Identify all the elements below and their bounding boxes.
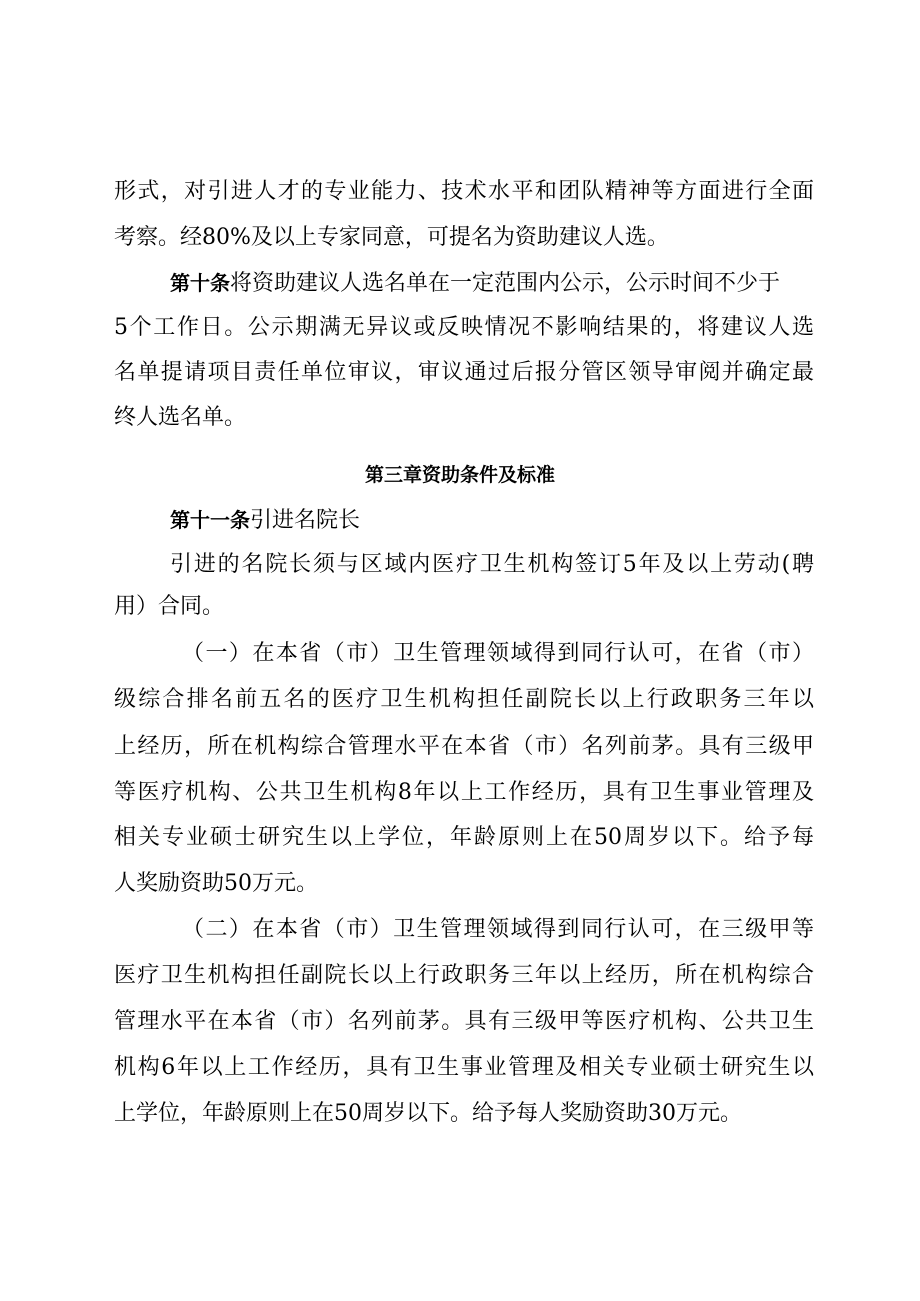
chapter-heading: 第三章资助条件及标准 — [364, 464, 555, 486]
item-2-line-1: （二）在本省（市）卫生管理领域得到同行认可，在三级甲等 — [182, 917, 814, 942]
paragraph-1-line-1: 形式，对引进人才的专业能力、技术水平和团队精神等方面进行全面 — [114, 179, 814, 204]
item-1-line-5: 相关专业硕士研究生以上学位，年龄原则上在50周岁以下。给予每 — [114, 825, 814, 850]
item-1-line-3: 上经历，所在机构综合管理水平在本省（市）名列前茅。具有三级甲 — [114, 734, 814, 759]
paragraph-4-line-2: 用）合同。 — [114, 594, 225, 619]
item-2-line-3: 管理水平在本省（市）名列前茅。具有三级甲等医疗机构、公共卫生 — [114, 1009, 814, 1034]
item-1-line-4: 等医疗机构、公共卫生机构8年以上工作经历，具有卫生事业管理及 — [114, 780, 814, 805]
item-1-line-6: 人奖励资助50万元。 — [114, 871, 318, 896]
article-10-line-3: 名单提请项目责任单位审议，审议通过后报分管区领导审阅并确定最 — [114, 360, 814, 385]
item-2-line-2: 医疗卫生机构担任副院长以上行政职务三年以上经历，所在机构综合 — [114, 963, 814, 988]
article-11-label: 第十一条 — [170, 508, 250, 532]
paragraph-4-line-1: 引进的名院长须与区域内医疗卫生机构签订5年及以上劳动(聘 — [170, 552, 814, 577]
item-2-line-4: 机构6年以上工作经历，具有卫生事业管理及相关专业硕士研究生以 — [114, 1055, 814, 1080]
item-2-line-5: 上学位，年龄原则上在50周岁以下。给予每人奖励资助30万元。 — [114, 1101, 742, 1126]
paragraph-1-line-2: 考察。经80%及以上专家同意，可提名为资助建议人选。 — [114, 225, 669, 250]
item-1-line-1: （一）在本省（市）卫生管理领域得到同行认可，在省（市） — [182, 641, 814, 666]
article-10-line-2: 5个工作日。公示期满无异议或反映情况不影响结果的，将建议人选 — [114, 315, 814, 340]
item-1-line-2: 级综合排名前五名的医疗卫生机构担任副院长以上行政职务三年以 — [114, 687, 814, 712]
article-10-label: 第十条 — [170, 271, 230, 295]
article-10-line-4: 终人选名单。 — [114, 405, 247, 430]
article-10-text: 将资助建议人选名单在一定范围内公示，公示时间不少于 — [230, 271, 781, 296]
article-11-text: 引进名院长 — [250, 508, 361, 533]
